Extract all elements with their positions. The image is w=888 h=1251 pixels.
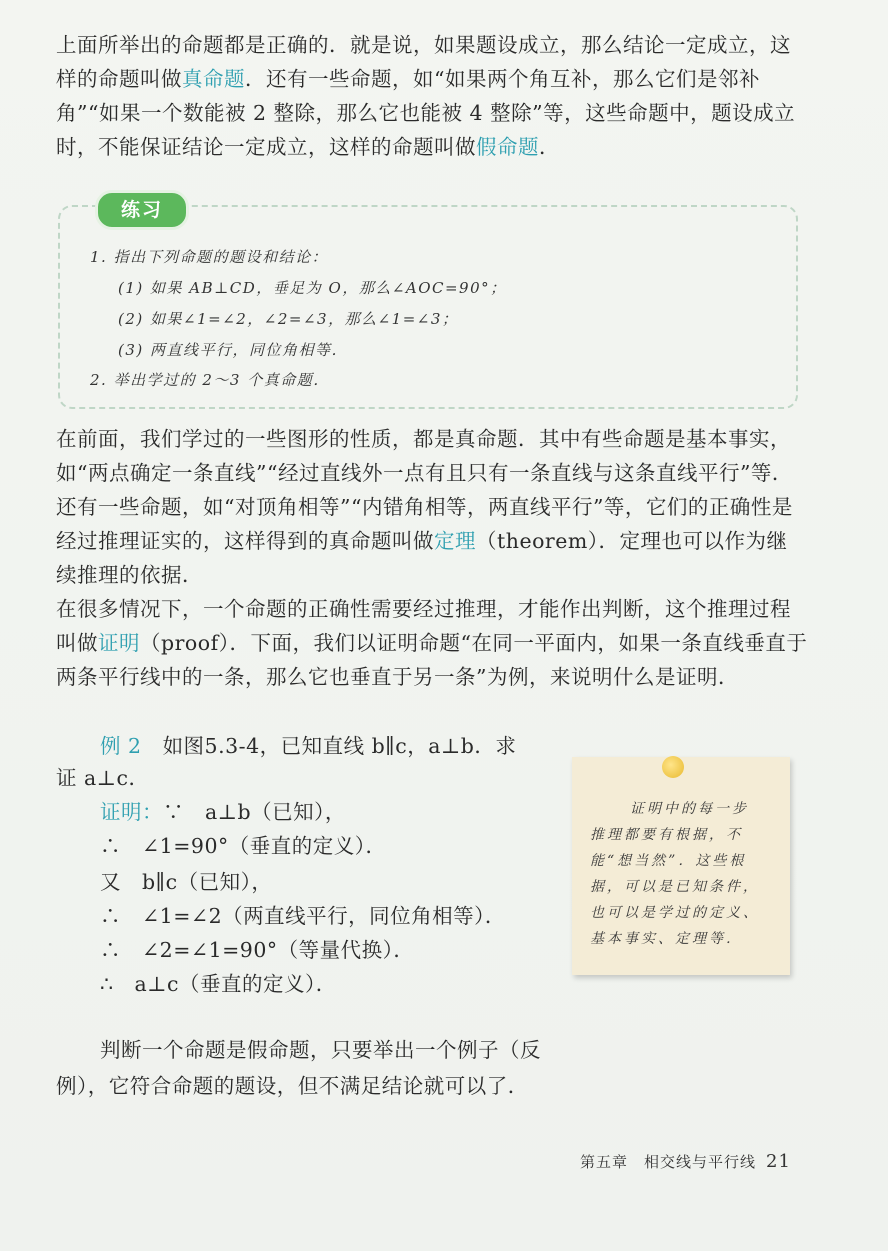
term-proof: 证明 bbox=[98, 631, 140, 655]
term-true-proposition: 真命题 bbox=[182, 67, 245, 91]
paragraph-proof: 在很多情况下，一个命题的正确性需要经过推理，才能作出判断，这个推理过程叫做证明（proof）．下面，我们以证明命题“在同一平面内，如果一条直线垂直于两条平行线中的一条，那么它也垂直于另一条”为例，来说明什么是证明． bbox=[56, 597, 808, 689]
page-footer bbox=[580, 1151, 791, 1172]
term-theorem: 定理 bbox=[434, 529, 476, 553]
note-line: 推理都要有根据，不 bbox=[590, 827, 743, 843]
example-label: 例 2 bbox=[100, 734, 142, 758]
note-line: 据，可以是已知条件， bbox=[590, 879, 760, 895]
proof-step: ∴ ∠2=∠1=90°（等量代换）． bbox=[100, 938, 415, 962]
paragraph-counterexample-line2: 例），它符合命题的题设，但不满足结论就可以了． bbox=[56, 1074, 529, 1098]
proof-step: ∴ ∠1=90°（垂直的定义）． bbox=[100, 834, 387, 858]
proof-label: 证明： bbox=[100, 800, 163, 824]
paragraph-true-false-propositions: 上面所举出的命题都是正确的．就是说，如果题设成立，那么结论一定成立，这样的命题叫做真命题．还有一些命题，如“如果两个角互补，那么它们是邻补角”“如果一个数能被 2 整除，那么它也能被 4 整除”等，这些命题中，题设成立时，不能保证结论一定成立，这样的命题叫做假命题． bbox=[56, 33, 796, 159]
proof-first-line: 证明：∵ a⊥b（已知）， bbox=[100, 800, 346, 824]
paragraph-counterexample-line1: 判断一个命题是假命题，只要举出一个例子（反 bbox=[100, 1038, 541, 1062]
exercise-subitem-1: (1) 如果 AB⊥CD，垂足为 O，那么∠AOC=90°； bbox=[118, 279, 507, 297]
term-false-proposition: 假命题 bbox=[476, 135, 539, 159]
chapter-title: 第五章 相交线与平行线 bbox=[580, 1153, 757, 1171]
exercise-subitem-3: (3) 两直线平行，同位角相等． bbox=[118, 341, 349, 359]
exercise-item-1: 1. 指出下列命题的题设和结论： bbox=[90, 248, 329, 266]
pushpin-icon bbox=[662, 756, 684, 778]
example-statement-line1: 例 2 如图5.3-4，已知直线 b∥c，a⊥b．求 bbox=[100, 734, 517, 758]
page-number: 21 bbox=[766, 1151, 791, 1172]
note-line: 能“想当然”．这些根 bbox=[590, 853, 747, 869]
paragraph-theorem: 在前面，我们学过的一些图形的性质，都是真命题．其中有些命题是基本事实，如“两点确定一条直线”“经过直线外一点有且只有一条直线与这条直线平行”等．还有一些命题，如“对顶角相等”“内错角相等，两直线平行”等，它们的正确性是经过推理证实的，这样得到的真命题叫做定理（theorem）．定理也可以作为继续推理的依据． bbox=[56, 427, 793, 587]
note-line: 基本事实、定理等． bbox=[590, 931, 743, 947]
proof-step: ∴ ∠1=∠2（两直线平行，同位角相等）． bbox=[100, 904, 506, 928]
exercise-subitem-2: (2) 如果∠1=∠2，∠2=∠3，那么∠1=∠3； bbox=[118, 310, 459, 328]
exercise-item-2: 2. 举出学过的 2～3 个真命题． bbox=[90, 371, 330, 389]
exercise-tag: 练习 bbox=[95, 190, 189, 230]
example-statement-line2: 证 a⊥c． bbox=[56, 766, 150, 790]
proof-step: 又 b∥c（已知）， bbox=[100, 870, 273, 894]
proof-step: ∴ a⊥c（垂直的定义）． bbox=[100, 972, 337, 996]
note-line: 证明中的每一步 bbox=[630, 801, 749, 817]
note-line: 也可以是学过的定义、 bbox=[590, 905, 760, 921]
